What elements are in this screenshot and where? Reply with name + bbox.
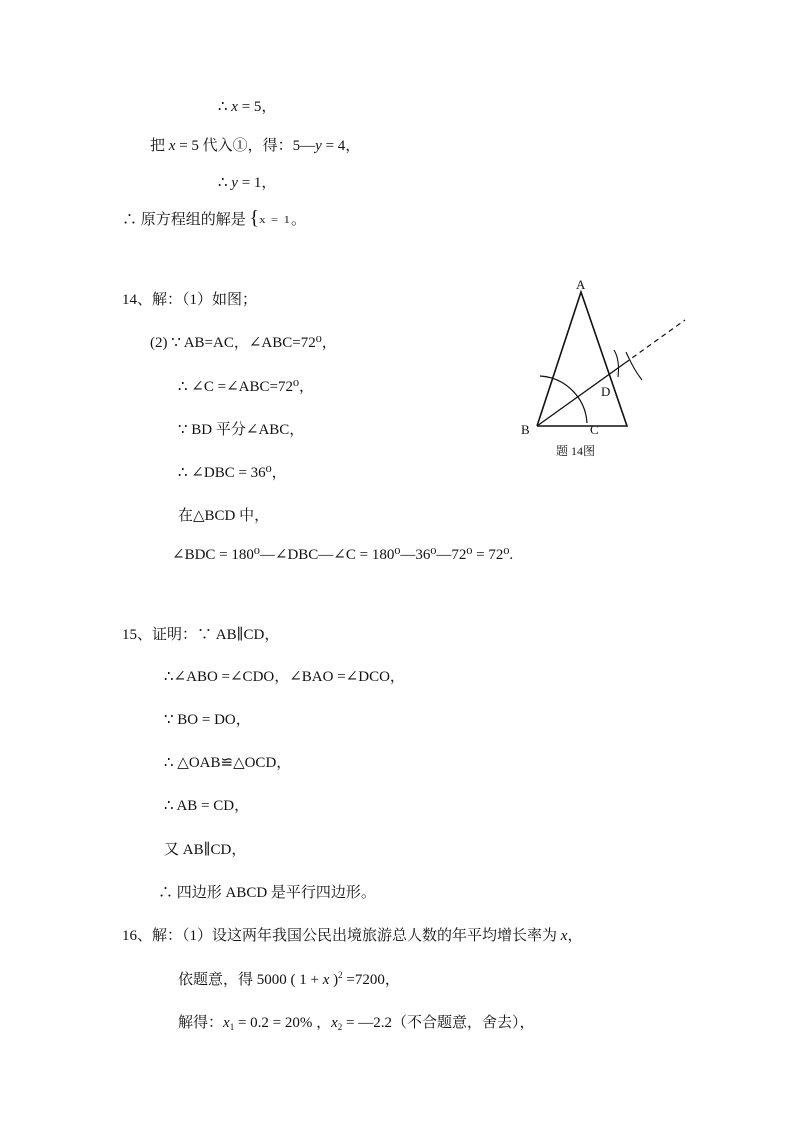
figure-caption: 题 14图 xyxy=(556,444,596,458)
line-substitute: 把 x = 5 代入①，得：5—y = 4， xyxy=(150,138,361,154)
q15-parallel: 又 AB∥CD， xyxy=(164,842,247,858)
q14-in-triangle: 在△BCD 中， xyxy=(178,508,270,524)
construction-arc-small-1 xyxy=(614,350,619,377)
label-d: D xyxy=(601,384,611,399)
q14-bisector: ∵ BD 平分∠ABC， xyxy=(178,422,305,438)
q14-given: (2) ∵ AB=AC，∠ABC=72⁰， xyxy=(150,335,337,351)
q15-ab-cd: ∴ AB = CD， xyxy=(164,798,250,814)
equation-system: x = 1 xyxy=(259,213,291,226)
label-c: C xyxy=(590,422,599,437)
label-a: A xyxy=(576,277,586,292)
q15-proof-start: 15、证明：∵ AB∥CD， xyxy=(122,627,280,643)
line-x-equals-5: ∴ x = 5， xyxy=(218,99,277,115)
q15-bo-do: ∵ BO = DO， xyxy=(164,712,251,728)
bisector-bd xyxy=(537,363,625,426)
q15-angles: ∴∠ABO =∠CDO，∠BAO =∠DCO， xyxy=(164,669,405,685)
q14-angle-c: ∴ ∠C =∠ABC=72⁰， xyxy=(178,379,314,395)
q16-equation: 依题意，得 5000 ( 1 + x )$^2$ =7200， xyxy=(178,970,400,988)
q15-conclusion: ∴ 四边形 ABCD 是平行四边形。 xyxy=(158,885,376,901)
q16-solution: 解得：$x_1 = 0.2 = 20\%$ ，$x_2$ = —2.2（不合题意，舍去）， xyxy=(178,1015,535,1032)
q15-congruent: ∴ △OAB≌△OCD， xyxy=(164,755,292,771)
q14-part1: 14、解：（1）如图； xyxy=(122,292,258,308)
triangle-figure xyxy=(510,270,700,465)
q14-angle-dbc: ∴ ∠DBC = 36⁰， xyxy=(178,465,287,481)
q14-angle-bdc: ∠BDC = 180⁰—∠DBC—∠C = 180⁰—36⁰—72⁰ = 72⁰. xyxy=(172,547,514,563)
bisector-extension xyxy=(625,320,685,363)
label-b: B xyxy=(521,422,530,437)
construction-arc-large xyxy=(540,376,587,423)
line-solution-system: ∴ 原方程组的解是 {x = 1。 xyxy=(122,207,306,229)
line-y-equals-1: ∴ y = 1， xyxy=(218,175,277,191)
triangle-abc xyxy=(537,292,627,426)
q16-setup: 16、解：（1）设这两年我国公民出境旅游总人数的年平均增长率为 x， xyxy=(122,928,583,944)
brace-symbol: { xyxy=(249,207,260,229)
